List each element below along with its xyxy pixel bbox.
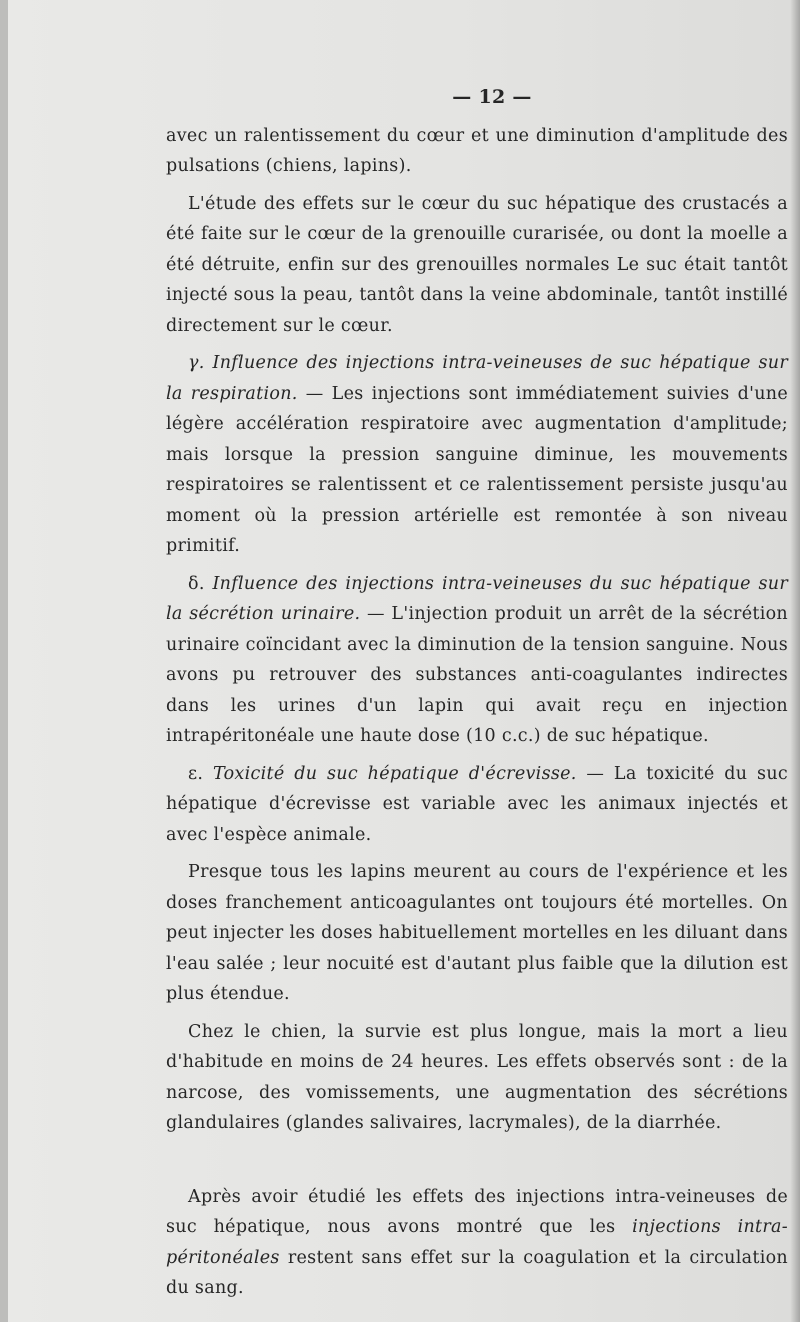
section-gap — [166, 1146, 788, 1182]
paragraph-epsilon — [166, 759, 788, 851]
paragraph-epsilon-title: Toxicité du suc hépatique d'écrevisse. — [212, 763, 577, 784]
paragraph-delta-letter: δ. — [188, 573, 205, 594]
paragraph-7 — [166, 1017, 788, 1139]
paragraph-1-text: avec un ralentissement du cœur et une diminution d'amplitude des pulsations (chiens, lapins). — [166, 125, 788, 176]
book-page — [8, 0, 800, 1322]
paragraph-6-text: Presque tous les lapins meurent au cours de l'expérience et les doses franchement anticoagulantes ont toujours été mortelles. On peut injecter les doses habituellement mortelles en les diluant dans l'eau salée ; leur nocuité est d'autant plus faible que la dilution est plus étendue. — [166, 862, 788, 1004]
paragraph-6 — [166, 857, 788, 1010]
paragraph-gamma-title: Influence des injections intra-veineuses de suc hépatique sur la respiration. — [166, 353, 788, 404]
paragraph-final-after: restent sans effet sur la coagulation et la circulation du sang. — [166, 1247, 788, 1298]
paragraph-gamma — [166, 348, 788, 562]
paragraph-1 — [166, 121, 788, 182]
paragraph-delta-body: — L'injection produit un arrêt de la sécrétion urinaire coïncidant avec la diminution de la tension sanguine. Nous avons pu retrouver des substances anti-coagulantes indirectes dans les urines d'un lapin qui avait reçu en injection intrapéritonéale une haute dose (10 c.c.) de suc hépatique. — [166, 604, 788, 746]
paragraph-final-italic: injections intra-péritonéales — [166, 1217, 788, 1268]
paragraph-delta — [166, 569, 788, 752]
paragraph-final — [166, 1182, 788, 1304]
paragraph-epsilon-body: — La toxicité du suc hépatique d'écrevisse est variable avec les animaux injectés et avec l'espèce animale. — [166, 763, 788, 845]
page-text — [166, 82, 788, 1311]
page-shadow — [790, 0, 800, 1322]
paragraph-epsilon-letter: ε. — [188, 763, 204, 784]
paragraph-2 — [166, 189, 788, 342]
page-number: — 12 — — [452, 86, 532, 108]
paragraph-delta-title: Influence des injections intra-veineuses du suc hépatique sur la sécrétion urinaire. — [166, 573, 788, 624]
paragraph-gamma-body: — Les injections sont immédiatement suivies d'une légère accélération respiratoire avec augmentation d'amplitude; mais lorsque la pression sanguine diminue, les mouvements respiratoires se ralentissent et ce ralentissement persiste jusqu'au moment où la pression artérielle est remontée à son niveau primitif. — [166, 383, 788, 556]
paragraph-2-text: L'étude des effets sur le cœur du suc hépatique des crustacés a été faite sur le cœur de la grenouille curarisée, ou dont la moelle a été détruite, enfin sur des grenouilles normales Le suc était tantôt injecté sous la peau, tantôt dans la veine abdominale, tantôt instillé directement sur le cœur. — [166, 193, 788, 336]
paragraph-7-text: Chez le chien, la survie est plus longue, mais la mort a lieu d'habitude en moins de 24 heures. Les effets observés sont : de la narcose, des vomissements, une augmentation des sécrétions glandulaires (glandes salivaires, lacrymales), de la diarrhée. — [166, 1021, 788, 1133]
paragraph-gamma-letter: γ. — [188, 353, 205, 373]
paragraph-final-before: Après avoir étudié les effets des injections intra-veineuses de suc hépatique, nous avons montré que les — [166, 1186, 788, 1237]
page-edge-left — [0, 0, 8, 1322]
